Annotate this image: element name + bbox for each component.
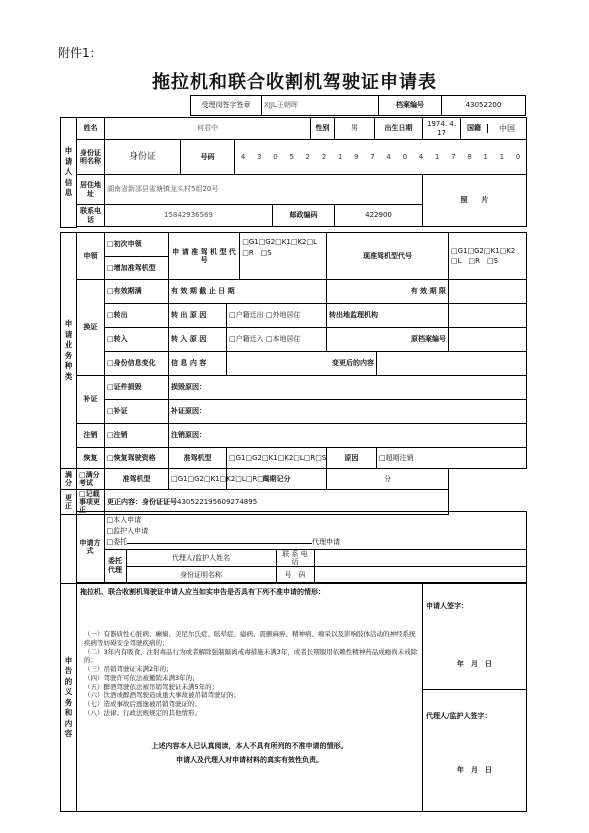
method-agent-option[interactable]: □委托 [106,537,128,546]
fullscore-model-label: 准驾机型 [105,469,169,490]
reissue-option[interactable]: □补证 [105,400,169,424]
restore-model-label: 准驾机型 [169,448,227,469]
changed-content-label: 变更后的内容 [227,352,377,376]
method-options [104,512,526,550]
info-change-option[interactable]: □身份信息变化 [105,352,169,376]
reissue-label: 补证 [77,376,105,424]
validity-value[interactable] [449,280,527,304]
id-digit: 2 [305,152,310,161]
nation-value[interactable]: 中国 [499,123,515,133]
agent-no-label: 号 码 [276,567,314,583]
in-reason-label: 转 入 原 因 [169,328,227,352]
agent-id-label: 身份证明名称 [126,567,276,583]
phone-value[interactable]: 15842936569 [105,205,273,227]
renew-out-option[interactable]: □转出 [105,304,169,328]
apply-model-label: 申 请 准 驾 机 型 代 号 [169,233,240,279]
section-applicant: 申请人信息 [61,118,77,228]
apply-model-options[interactable]: □G1□G2□K1□K2□L □R □S [242,238,325,257]
applicant-table [60,117,527,228]
applicant-sign-date: 年 月 日 [457,660,492,669]
method-self-option[interactable]: □本人申请 [106,516,142,525]
declaration-footer-2: 申请人及代理人对申请材料的真实有效性负责。 [176,755,323,764]
id-digit: 7 [451,152,456,161]
agent-phone-label: 联 系 电 话 [276,550,314,567]
damaged-option[interactable]: □证件损毁 [105,376,169,400]
address-value[interactable]: 湖南省新邵县雀塘镇龙头村5组20号 [105,175,423,205]
top-row-table [190,95,526,116]
method-table [60,511,527,583]
id-digits[interactable] [235,140,527,175]
renew-in-option[interactable]: □转入 [105,328,169,352]
section-business: 申请业务种类 [61,233,77,469]
apply-first-option[interactable]: □初次申领 [105,233,169,257]
photo-box: 照 片 [423,175,527,227]
declaration-item: （八）法律、行政法规规定的其他情形。 [84,708,201,717]
id-type-label: 身份证明名称 [77,140,105,175]
nation-label: 国籍 [461,124,488,133]
id-digit: 4 [418,152,424,161]
id-digit: 0 [273,152,278,161]
validity-label: 有 效 期 限 [327,280,449,304]
attachment-label: 附件1： [58,46,102,60]
address-label: 居住地址 [77,175,105,205]
nation-cell [461,118,527,140]
id-digit: 1 [337,152,343,161]
declaration-item: （七）造成事故后逃逸被吊销驾驶证的； [84,700,201,709]
dob-value[interactable]: 1974. 4. 17 [423,118,461,140]
reissue-reason[interactable]: 补证原因： [169,400,527,424]
section-declare: 申告的义务和内容 [61,584,77,812]
correction-option[interactable]: □记载事项更正 [77,490,105,515]
fullscore-option[interactable]: □满分考试 [77,469,105,490]
id-digit: 7 [370,152,375,161]
archive-value[interactable]: 43052200 [442,96,526,116]
correction-content-value[interactable]: 430522195609274895 [177,498,258,507]
apply-label: 申领 [77,233,105,280]
fullscore-label: 满分 [61,469,77,490]
restore-reason-value[interactable]: □超期注销 [377,448,527,469]
renew-label: 换证 [77,280,105,376]
declaration-text [77,584,423,812]
expire-date-label: 有 效 期 截 止 日 期 [169,280,327,304]
method-agent-suffix: 代理申请 [312,537,341,546]
id-digit: 1 [434,152,440,161]
id-digit: 1 [483,152,488,161]
declaration-item: （五）醉酒驾驶依法被吊销驾驶证未满5年的； [84,682,219,691]
correction-label: 更正 [61,490,77,515]
cancel-reason[interactable]: 注销原因： [169,424,527,448]
postcode-label: 邮政编码 [273,205,335,227]
cancel-option[interactable]: □注销 [105,424,169,448]
cycle-score-unit[interactable]: 分 [327,469,449,490]
fullscore-model-options[interactable]: □G1□G2□K1□K2□L□R□S [169,469,227,490]
declaration-item: （二）3年内有吸食、注射毒品行为或者解除强制隔离戒毒措施未满3年，或者长期服用依赖性精神药品成瘾尚未戒除的； [84,647,418,665]
out-reason-label: 转 出 原 因 [169,304,227,328]
agent-phone-value[interactable] [314,550,526,567]
agent-no-value[interactable] [314,567,526,583]
name-label: 姓名 [77,118,105,140]
current-model-label: 现准驾机型代号 [327,233,449,280]
out-reason-options[interactable]: □户籍迁出 □外地居住 [227,304,327,328]
apply-add-option[interactable]: □增加准驾机型 [105,256,169,280]
cancel-label: 注销 [77,424,105,448]
business-table [60,232,527,515]
name-value[interactable]: 何君中 [105,118,311,140]
declaration-item: （一）有器质性心脏病、癫痫、美尼尔氏症、眩晕症、癔病、震颤麻痹、精神病、痴呆以及影响肢体活动的神经系统疾病等妨碍安全驾驶疾病的； [84,630,416,647]
applicant-sign-label: 申请人签字： [426,602,468,610]
in-reason-options[interactable]: □户籍迁入 □本地居住 [227,328,327,352]
restore-reason-label: 原因 [327,448,377,469]
declaration-heading: 拖拉机、联合收割机驾驶证申请人应当如实申告是否具有下列不准申请的情形： [80,588,325,596]
gender-label: 性别 [311,118,335,140]
id-digit: 0 [515,152,521,161]
cycle-score-label: 周期记分 [227,469,327,490]
agent-section-label: 委托代理 [104,550,126,583]
id-digit: 9 [354,152,359,161]
id-digit: 4 [240,152,246,161]
archive-no-label: 原档案编号 [327,328,449,352]
postcode-value[interactable]: 422900 [335,205,423,227]
changed-content-value[interactable] [377,352,527,376]
agent-name-label: 代理人/监护人姓名 [126,550,276,567]
out-org-value[interactable] [449,304,527,328]
method-label: 申请方式 [76,512,104,583]
id-no-label: 号码 [181,140,235,175]
restore-model-options[interactable]: □G1□G2□K1□K2□L□R□S [227,448,327,469]
renew-expire-option[interactable]: □有效期满 [105,280,169,304]
info-content-label: 信 息 内 容 [169,352,227,376]
correction-content-label: 更正内容：身份证证号 [107,498,177,507]
agent-sign-cell[interactable] [423,690,527,812]
restore-label: 恢复 [77,448,105,469]
agent-sign-date: 年 月 日 [457,766,492,775]
id-digit: 8 [467,152,472,161]
page-title: 拖拉机和联合收割机驾驶证申请表 [152,72,437,93]
declaration-footer-1: 上述内容本人已认真阅读，本人不具有所列的不准申请的情形。 [151,741,348,750]
restore-option[interactable]: □恢复驾驶资格 [105,448,169,469]
archive-no-value[interactable] [449,328,527,352]
out-org-label: 转出地监理机构 [327,304,449,328]
signer-label: 受理岗签字签章 [191,96,262,116]
signer-value[interactable]: XJJL王朝晖 [262,96,379,116]
id-type-value[interactable]: 身份证 [105,140,181,175]
gender-value[interactable]: 男 [335,118,375,140]
applicant-sign-cell[interactable] [423,584,527,690]
apply-model-cell [169,233,327,280]
dob-label: 出生日期 [375,118,423,140]
id-digit: 5 [289,152,294,161]
current-model-options[interactable]: □G1□G2□K1□K2 □L □R □S [449,233,527,280]
id-digit: 2 [321,152,327,161]
id-digit: 4 [386,152,391,161]
id-digit: 3 [257,152,262,161]
method-guardian-option[interactable]: □监护人申请 [106,527,149,536]
declaration-item: （六）饮酒或醉酒驾驶造成重大事故被吊销驾驶证的； [84,691,240,700]
id-digit: 0 [402,152,408,161]
declaration-item: （三）吊销驾驶证未满2年的； [84,665,173,674]
damaged-reason[interactable]: 损毁原因： [169,376,527,400]
id-digit: 1 [499,152,505,161]
declaration-table [60,583,527,812]
archive-label: 档案编号 [379,96,442,116]
phone-label: 联系电话 [77,205,105,227]
declaration-item: （四）驾驶许可依法被撤销未满3年的； [84,673,199,682]
agent-sign-label: 代理人/监护人签字： [426,712,492,720]
